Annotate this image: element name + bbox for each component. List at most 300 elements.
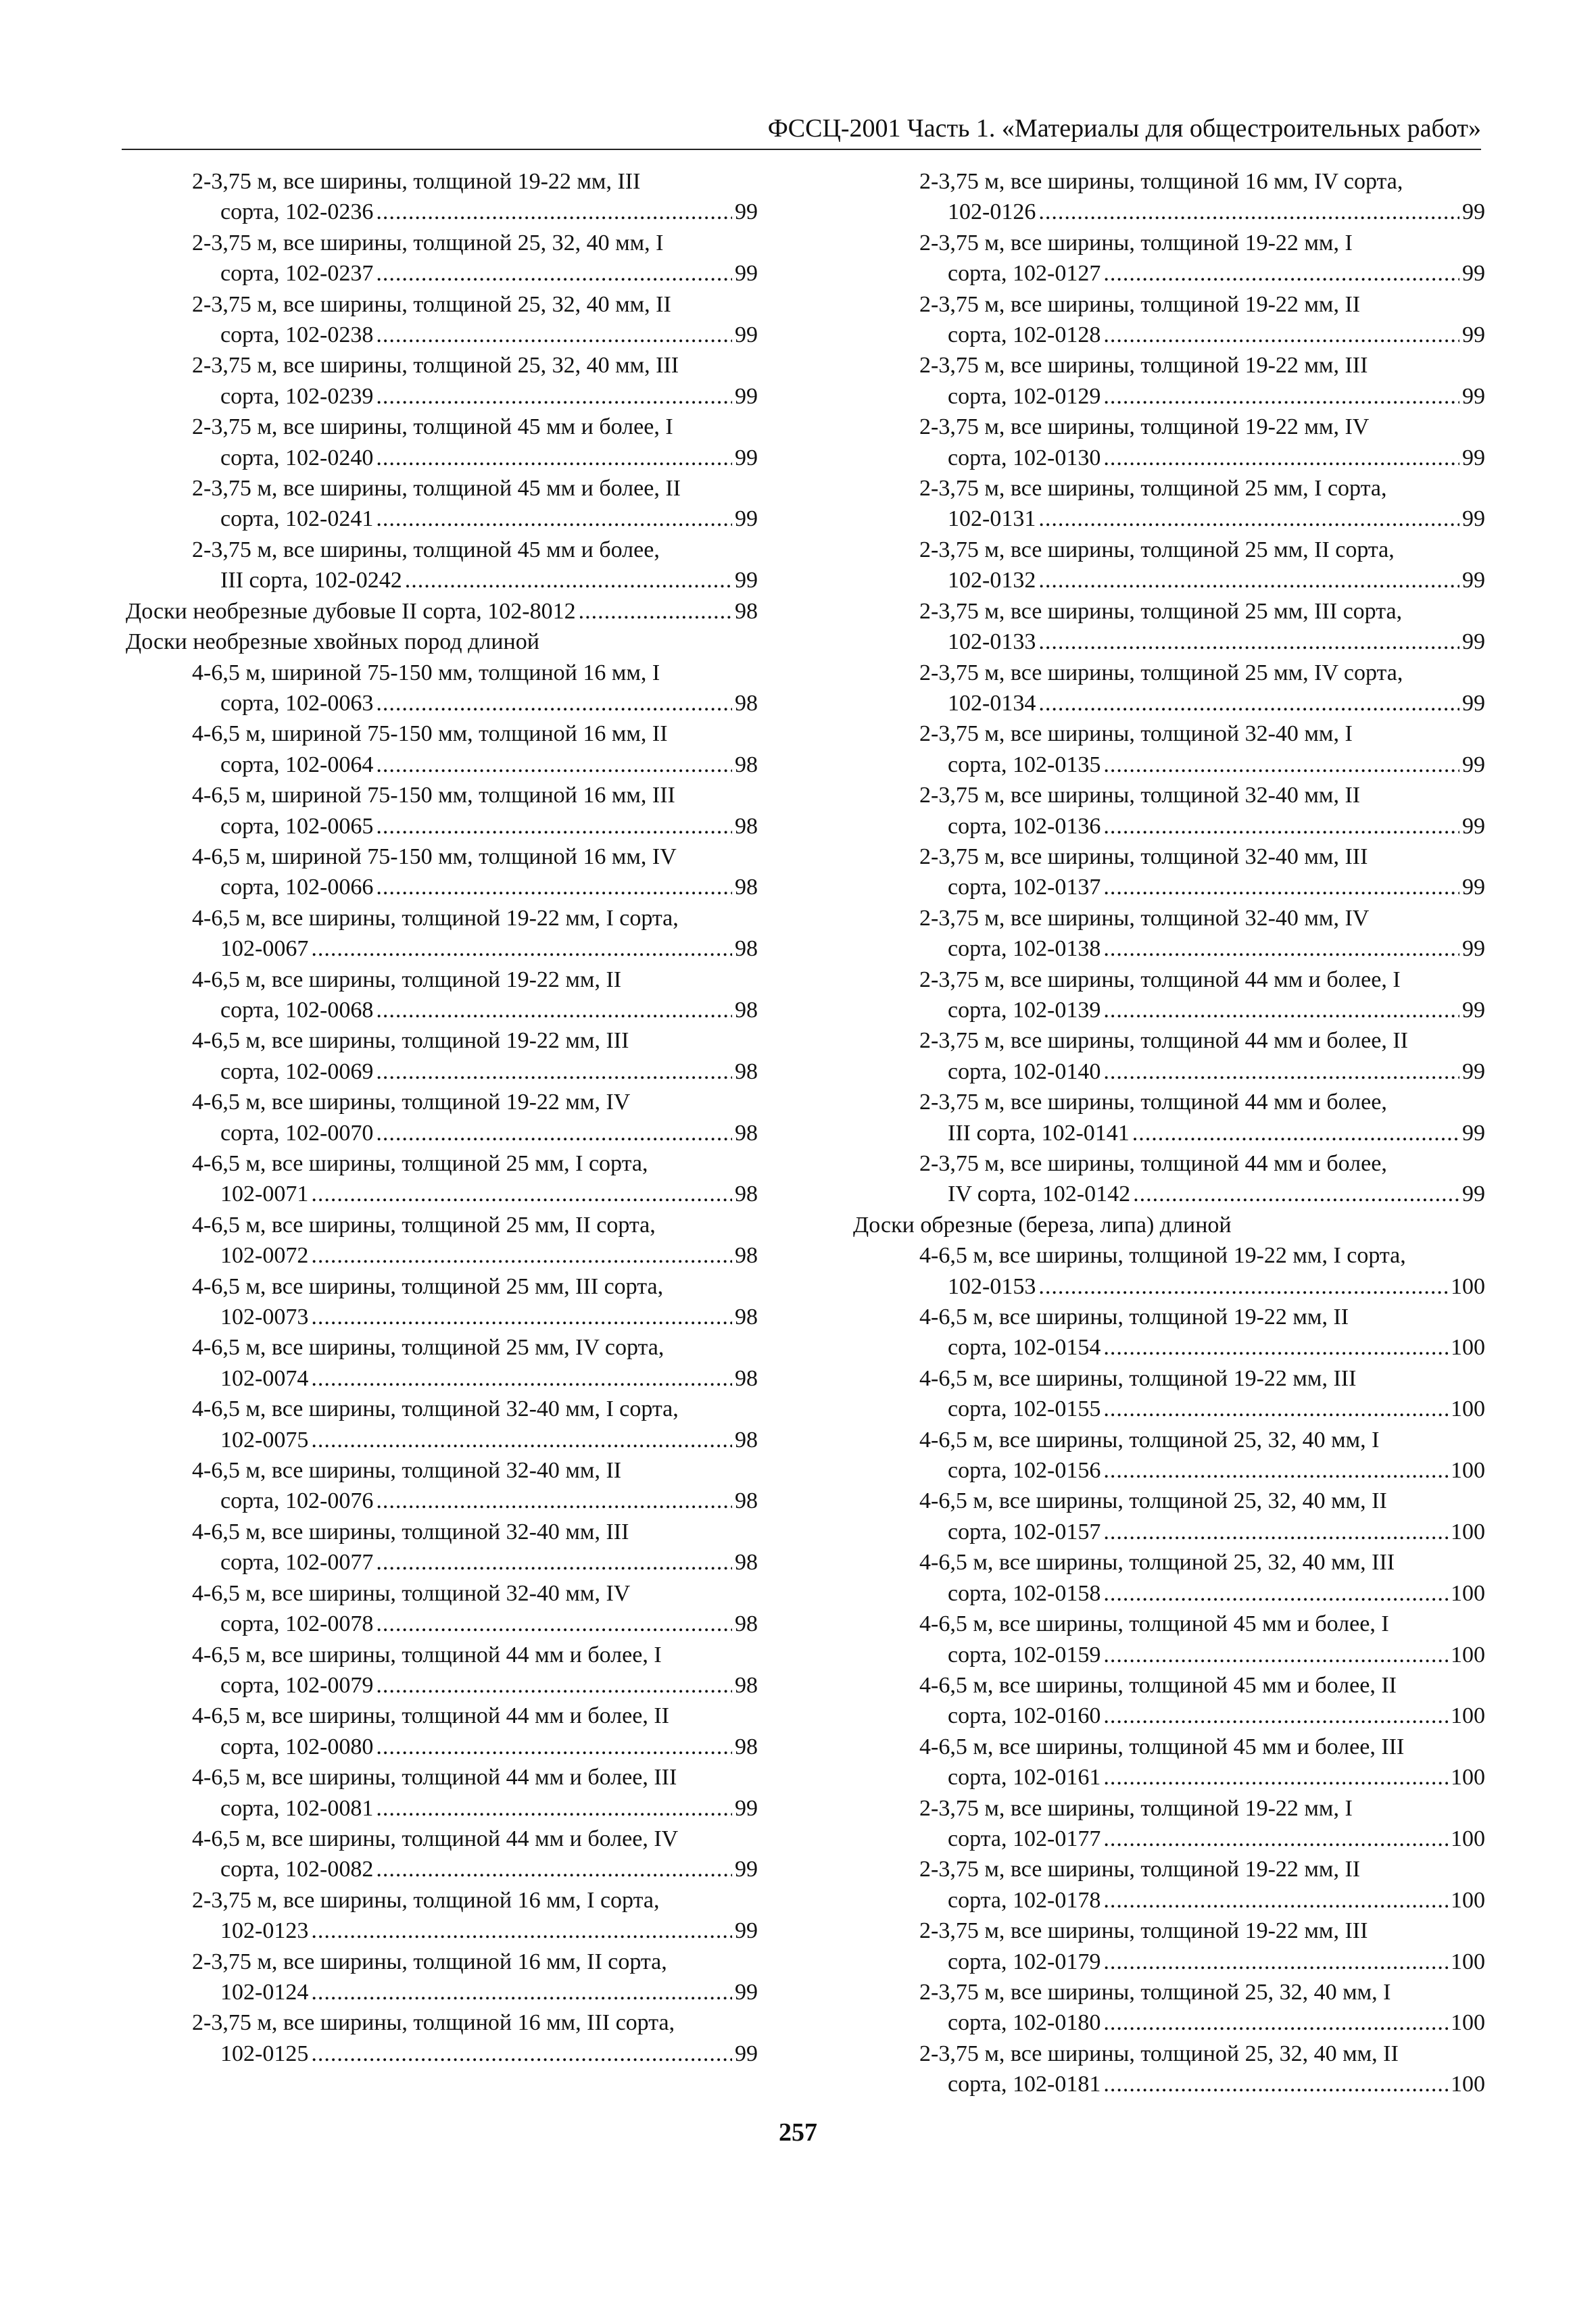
index-entry-description: 4-6,5 м, все ширины, толщиной 25 мм, III сорта, [192,1273,664,1299]
index-entry-description: 2-3,75 м, все ширины, толщиной 25, 32, 40 мм, II [919,2041,1399,2066]
index-entry-description: 4-6,5 м, все ширины, толщиной 45 мм и более, II [919,1672,1397,1698]
index-entry-code: сорта, 102-0070 [220,1120,374,1146]
dot-leader [1103,1640,1448,1670]
index-entry-page: 98 [735,1058,758,1084]
dot-leader [1103,1824,1448,1854]
index-entry-page: 100 [1451,1273,1485,1299]
index-entry-code: сорта, 102-0128 [948,322,1101,348]
index-entry-description: 4-6,5 м, все ширины, толщиной 19-22 мм, II [919,1305,1349,1330]
index-entry-code-line [126,1732,758,1762]
index-entry-page: 98 [735,1488,758,1514]
index-entry [126,1025,758,1087]
index-entry-code: сорта, 102-0181 [948,2072,1101,2097]
index-entry-code: сорта, 102-0068 [220,997,374,1023]
index-entry-description: 2-3,75 м, все ширины, толщиной 25 мм, II сорта, [919,537,1395,562]
dot-leader [1103,933,1459,964]
index-entry-code-line [126,443,758,473]
index-entry-code-line [126,1547,758,1578]
index-entry-code-line [126,320,758,350]
index-entry-description: 2-3,75 м, все ширины, толщиной 25, 32, 40 мм, III [192,353,679,379]
dot-leader [1103,1701,1448,1731]
index-entry-description: 4-6,5 м, все ширины, толщиной 19-22 мм, I сорта, [919,1243,1406,1269]
index-entry-code-line [853,1517,1485,1547]
index-entry [126,1271,758,1333]
dot-leader [1103,750,1459,780]
index-entry-code-line [126,596,758,627]
index-entry-code-line [126,995,758,1025]
index-entry [853,1547,1485,1609]
index-entry-code-line [126,2039,758,2069]
index-entry-page: 100 [1451,1642,1485,1667]
index-entry-description: 2-3,75 м, все ширины, толщиной 32-40 мм, IV [919,905,1370,931]
dot-leader [311,1977,732,2007]
dot-leader [376,750,732,780]
dot-leader [376,1793,732,1824]
index-entry-code: сорта, 102-0139 [948,997,1101,1023]
index-entry-code: сорта, 102-0076 [220,1488,374,1514]
running-header [122,114,1481,150]
index-entry [126,412,758,473]
dot-leader [1103,258,1459,289]
index-entry [853,1793,1485,1855]
index-entry [853,1854,1485,1916]
index-entry-description: 2-3,75 м, все ширины, толщиной 19-22 мм, IV [919,414,1370,440]
index-entry [126,1885,758,1947]
index-entry-page: 98 [735,1550,758,1576]
index-entry-code-line [126,565,758,595]
index-entry-page: 99 [1462,936,1485,962]
index-entry [126,1640,758,1701]
index-entry-code-line [126,872,758,902]
index-entry [126,1517,758,1578]
index-entry [126,718,758,780]
index-entry-page: 98 [735,690,758,716]
index-entry-description: 2-3,75 м, все ширины, толщиной 32-40 мм, I [919,721,1353,747]
index-entry [853,965,1485,1026]
index-entry-description: 4-6,5 м, шириной 75-150 мм, толщиной 16 мм, III [192,783,675,808]
index-entry-code-line [126,1793,758,1824]
index-entry-description: 4-6,5 м, все ширины, толщиной 25, 32, 40 мм, II [919,1488,1387,1514]
index-entry-code: сорта, 102-0078 [220,1611,374,1637]
index-entry-description: 4-6,5 м, все ширины, толщиной 19-22 мм, II [192,967,622,992]
index-entry-code-line [853,688,1485,718]
index-entry [126,228,758,289]
index-entry-code: сорта, 102-0177 [948,1826,1101,1851]
index-entry-description: 2-3,75 м, все ширины, толщиной 16 мм, IV сорта, [919,169,1403,194]
index-entry-code-line [126,504,758,534]
index-entry [853,1025,1485,1087]
index-entry-code-line [853,627,1485,657]
dot-leader [311,1363,732,1394]
index-entry-code-line [853,504,1485,534]
index-entry-code: сорта, 102-0069 [220,1058,374,1084]
index-entry-code: сорта, 102-0237 [220,261,374,287]
dot-leader [376,443,732,473]
index-entry-page: 98 [735,875,758,900]
running-header-title: ФССЦ-2001 Часть 1. «Материалы для общестроительных работ» [767,114,1481,143]
index-entry-description: 4-6,5 м, все ширины, толщиной 25 мм, IV сорта, [192,1335,664,1361]
index-entry-page: 99 [1462,199,1485,225]
index-entry-page: 99 [1462,506,1485,532]
index-entry [126,535,758,596]
index-entry-code-line [126,1363,758,1394]
index-entry [126,965,758,1026]
dot-leader [1038,1271,1448,1302]
page-number: 257 [779,2118,817,2147]
index-entry-description: 4-6,5 м, все ширины, толщиной 44 мм и более, III [192,1765,677,1790]
index-entry-page: 98 [735,1734,758,1759]
index-entry-code: сорта, 102-0138 [948,936,1101,962]
index-column-right [853,166,1485,2100]
index-entry-page: 99 [1462,997,1485,1023]
index-entry [126,1394,758,1455]
index-entry-code-line [853,1885,1485,1916]
index-entry [126,658,758,719]
index-entry-page: 99 [1462,1181,1485,1207]
index-entry-page: 100 [1451,2072,1485,2097]
index-entry-page: 100 [1451,1580,1485,1606]
index-entry-page: 100 [1451,1519,1485,1544]
index-entry-code-line [126,1977,758,2007]
index-entry [853,1425,1485,1486]
dot-leader [1103,1056,1459,1087]
dot-leader [1103,1455,1448,1486]
index-entry [126,1824,758,1885]
index-entry [126,1332,758,1394]
dot-leader [376,320,732,350]
index-entry [126,1947,758,2008]
index-entry-description: 4-6,5 м, все ширины, толщиной 32-40 мм, I сорта, [192,1396,679,1422]
index-entry-description: 4-6,5 м, все ширины, толщиной 45 мм и более, III [919,1734,1405,1759]
index-entry-page: 98 [735,813,758,839]
index-entry-description: 2-3,75 м, все ширины, толщиной 19-22 мм, I [919,230,1353,255]
index-entry-description: 2-3,75 м, все ширины, толщиной 19-22 мм, III [919,353,1368,379]
index-entry-code-line [853,381,1485,412]
index-entry-description: 4-6,5 м, все ширины, толщиной 19-22 мм, III [192,1028,629,1054]
index-entry-code-line [126,1609,758,1639]
index-entry-description: 4-6,5 м, шириной 75-150 мм, толщиной 16 мм, II [192,721,668,747]
index-entry-code-line [853,2069,1485,2099]
index-entry-description: 2-3,75 м, все ширины, толщиной 32-40 мм, II [919,783,1361,808]
index-entry-description: 4-6,5 м, все ширины, толщиной 19-22 мм, III [919,1365,1357,1391]
index-entry-code: сорта, 102-0158 [948,1580,1101,1606]
index-entry-code: сорта, 102-0080 [220,1734,374,1759]
index-entry-code: сорта, 102-0180 [948,2010,1101,2036]
index-entry-description: 4-6,5 м, все ширины, толщиной 32-40 мм, II [192,1458,622,1484]
index-entry-page: 98 [735,1611,758,1637]
index-entry-page: 98 [735,1672,758,1698]
index-entry-code: 102-0125 [220,2041,309,2066]
index-entry [853,1240,1485,1302]
index-entry-code: 102-0124 [220,1979,309,2005]
index-entry-code: 102-0153 [948,1273,1036,1299]
dot-leader [1038,688,1459,718]
index-entry-code: сорта, 102-0178 [948,1887,1101,1913]
index-entry-description: 4-6,5 м, все ширины, толщиной 25, 32, 40 мм, III [919,1550,1395,1576]
index-entry-code: сорта, 102-0127 [948,261,1101,287]
index-entry [853,1732,1485,1793]
index-entry-code-line [126,381,758,412]
index-entry-code: 102-0073 [220,1305,309,1330]
index-entry-code-line [853,750,1485,780]
index-entry [853,473,1485,535]
index-entry-code: сорта, 102-0241 [220,506,374,532]
index-entry-code-line [126,811,758,842]
index-entry-code: сорта, 102-0066 [220,875,374,900]
index-entry-code-line [853,320,1485,350]
index-entry-code-line [126,1854,758,1884]
index-entry-code-line [853,1824,1485,1854]
index-entry [126,1087,758,1148]
index-entry [126,1578,758,1640]
index-entry-page: 100 [1451,1335,1485,1361]
index-entry [853,289,1485,351]
index-entry-description: 2-3,75 м, все ширины, толщиной 25 мм, I сорта, [919,476,1387,502]
index-entry-page: 99 [1462,813,1485,839]
index-entry-description: 2-3,75 м, все ширины, толщиной 19-22 мм, I [919,1795,1353,1821]
index-entry [853,228,1485,289]
index-entry-code: 102-0134 [948,690,1036,716]
index-entry-code-line [853,1271,1485,1302]
index-entry-code: сорта, 102-0160 [948,1703,1101,1729]
index-entry-code: 102-0131 [948,506,1036,532]
index-entry-code: сорта, 102-0157 [948,1519,1101,1544]
index-entry-description: 2-3,75 м, все ширины, толщиной 32-40 мм, III [919,844,1368,869]
index-entry-code: сорта, 102-0161 [948,1765,1101,1790]
index-entry-page: 99 [735,383,758,409]
index-entry [126,1210,758,1271]
index-entry-code-line [853,565,1485,595]
index-entry-code-line [853,1701,1485,1731]
dot-leader [311,1425,732,1455]
index-entry-description: 4-6,5 м, шириной 75-150 мм, толщиной 16 мм, I [192,660,660,685]
dot-leader [376,1609,732,1639]
dot-leader [376,1732,732,1762]
index-entry-page: 99 [735,1918,758,1944]
index-entry-page: 100 [1451,1458,1485,1484]
index-entry-page: 98 [735,936,758,962]
index-entry-description: 4-6,5 м, все ширины, толщиной 44 мм и более, II [192,1703,669,1729]
index-entry-page: 98 [735,1181,758,1207]
index-entry [853,1302,1485,1363]
dot-leader [1132,1118,1459,1148]
index-entry-page: 99 [1462,383,1485,409]
index-entry-page: 99 [1462,445,1485,470]
index-entry-code-line [853,1394,1485,1424]
index-entry-code-line [853,443,1485,473]
index-entry [853,1609,1485,1670]
dot-leader [1103,1517,1448,1547]
index-entry-code: сорта, 102-0129 [948,383,1101,409]
index-entry-code-line [853,258,1485,289]
index-entry-code-line [126,688,758,718]
index-entry-page: 100 [1451,1396,1485,1422]
dot-leader [1103,1762,1448,1793]
index-entry-code: сорта, 102-0239 [220,383,374,409]
index-entry [853,2039,1485,2100]
dot-leader [311,1179,732,1209]
index-entry [126,903,758,965]
index-entry-description: 4-6,5 м, все ширины, толщиной 32-40 мм, IV [192,1580,631,1606]
index-entry-code: 102-0074 [220,1365,309,1391]
index-entry [126,350,758,412]
index-entry-code-line [126,1056,758,1087]
index-entry-description: 2-3,75 м, все ширины, толщиной 16 мм, III сорта, [192,2010,675,2036]
index-entry-description: 2-3,75 м, все ширины, толщиной 44 мм и более, II [919,1028,1408,1054]
index-entry-code: сорта, 102-0081 [220,1795,374,1821]
dot-leader [311,1302,732,1332]
index-entry-page: 99 [735,1979,758,2005]
dot-leader [1103,443,1459,473]
index-entry-description: 2-3,75 м, все ширины, толщиной 19-22 мм, III [192,169,641,194]
dot-leader [376,1486,732,1516]
index-entry [126,1455,758,1517]
index-entry-code-line [126,197,758,227]
index-entry-code-line [853,2007,1485,2038]
dot-leader [1038,504,1459,534]
index-entry-code: сорта, 102-0082 [220,1857,374,1882]
index-entry [853,842,1485,903]
index-entry [853,1977,1485,2039]
index-entry-code: сорта, 102-0156 [948,1458,1101,1484]
index-entry-description: 4-6,5 м, все ширины, толщиной 44 мм и более, IV [192,1826,679,1851]
index-entry-code-line [126,1179,758,1209]
index-entry-code: сорта, 102-0240 [220,445,374,470]
dot-leader [1103,381,1459,412]
index-entry-description: 4-6,5 м, все ширины, толщиной 19-22 мм, IV [192,1090,631,1115]
index-entry-code-line [853,1640,1485,1670]
dot-leader [1103,1947,1448,1977]
dot-leader [1103,2007,1448,2038]
index-entry-code-line [853,197,1485,227]
index-entry [853,350,1485,412]
index-entry-description: 2-3,75 м, все ширины, толщиной 45 мм и более, II [192,476,681,502]
dot-leader [311,933,732,964]
index-entry-code: 102-0133 [948,629,1036,655]
index-entry-description: 2-3,75 м, все ширины, толщиной 25 мм, IV сорта, [919,660,1403,685]
dot-leader [1103,1578,1448,1609]
index-heading [126,627,758,657]
index-entry-page: 100 [1451,2010,1485,2036]
index-entry-description: 4-6,5 м, все ширины, толщиной 19-22 мм, I сорта, [192,905,679,931]
index-entry-code: Доски необрезные дубовые II сорта, 102-8012 [126,598,576,624]
dot-leader [376,258,732,289]
index-entry-code-line [126,1670,758,1701]
index-entry [126,596,758,627]
index-entry-code-line [853,1056,1485,1087]
index-entry-code-line [126,1118,758,1148]
dot-leader [1103,872,1459,902]
dot-leader [1103,995,1459,1025]
index-entry-description: 2-3,75 м, все ширины, толщиной 16 мм, II сорта, [192,1949,667,1974]
index-entry-description: 4-6,5 м, все ширины, толщиной 45 мм и более, I [919,1611,1389,1637]
index-entry-description: 2-3,75 м, все ширины, толщиной 25, 32, 40 мм, I [919,1979,1391,2005]
index-entry-page: 98 [735,997,758,1023]
index-entry [853,718,1485,780]
dot-leader [1103,1885,1448,1916]
index-entry-code-line [853,1455,1485,1486]
index-entry [126,289,758,351]
dot-leader [405,565,732,595]
index-entry-page: 99 [735,2041,758,2066]
index-entry-code: 102-0067 [220,936,309,962]
index-entry-page: 99 [735,1857,758,1882]
dot-leader [1103,2069,1448,2099]
index-entry-page: 98 [735,1427,758,1453]
index-entry-page: 99 [1462,690,1485,716]
index-entry-page: 98 [735,752,758,777]
index-entry-page: 98 [735,1120,758,1146]
index-entry [853,903,1485,965]
index-entry [126,1701,758,1762]
index-entry [853,412,1485,473]
index-entry-code: сорта, 102-0236 [220,199,374,225]
index-entry-page: 99 [1462,752,1485,777]
index-entry-code: сорта, 102-0238 [220,322,374,348]
index-entry-description: 2-3,75 м, все ширины, толщиной 19-22 мм, III [919,1918,1368,1944]
index-entry-code: 102-0075 [220,1427,309,1453]
index-entry-page: 99 [1462,261,1485,287]
index-entry-code: сорта, 102-0079 [220,1672,374,1698]
index-entry-description: 2-3,75 м, все ширины, толщиной 25 мм, III сорта, [919,598,1403,624]
index-entry-page: 100 [1451,1703,1485,1729]
dot-leader [1038,565,1459,595]
dot-leader [1103,1332,1448,1363]
index-entry-code-line [853,933,1485,964]
index-entry-description: 2-3,75 м, все ширины, толщиной 44 мм и более, [919,1151,1387,1176]
index-entry-code: сорта, 102-0136 [948,813,1101,839]
index-entry-code: IV сорта, 102-0142 [948,1181,1131,1207]
index-entry [853,1087,1485,1148]
index-entry [126,473,758,535]
dot-leader [376,1056,732,1087]
dot-leader [1103,811,1459,842]
index-entry-page: 100 [1451,1765,1485,1790]
index-entry-code-line [853,1118,1485,1148]
index-column-left [126,166,758,2069]
index-entry-code-line [126,1240,758,1271]
index-entry-code: сорта, 102-0137 [948,875,1101,900]
index-entry-description: 2-3,75 м, все ширины, толщиной 25, 32, 40 мм, I [192,230,664,255]
index-entry-page: 99 [735,322,758,348]
index-entry-code-line [126,933,758,964]
index-entry-code: 102-0126 [948,199,1036,225]
index-entry-code-line [853,1332,1485,1363]
index-entry-code: сорта, 102-0159 [948,1642,1101,1667]
index-entry [853,1363,1485,1425]
index-entry-code-line [853,1762,1485,1793]
index-entry-page: 98 [735,1365,758,1391]
dot-leader [311,2039,732,2069]
index-entry-code: сорта, 102-0130 [948,445,1101,470]
dot-leader [311,1916,732,1946]
index-entry-code-line [853,1179,1485,1209]
index-entry-code-line [126,1302,758,1332]
index-entry-page: 99 [735,506,758,532]
dot-leader [376,1854,732,1884]
index-entry-description: 2-3,75 м, все ширины, толщиной 16 мм, I сорта, [192,1887,660,1913]
index-entry-code-line [126,1916,758,1946]
index-entry [126,780,758,842]
index-entry-page: 100 [1451,1949,1485,1974]
index-heading [853,1210,1485,1240]
index-entry-code: 102-0123 [220,1918,309,1944]
index-entry [853,535,1485,596]
index-entry-code-line [853,872,1485,902]
index-entry-code: сорта, 102-0065 [220,813,374,839]
index-entry-description: 2-3,75 м, все ширины, толщиной 25, 32, 40 мм, II [192,291,671,317]
index-entry-code: сорта, 102-0077 [220,1550,374,1576]
